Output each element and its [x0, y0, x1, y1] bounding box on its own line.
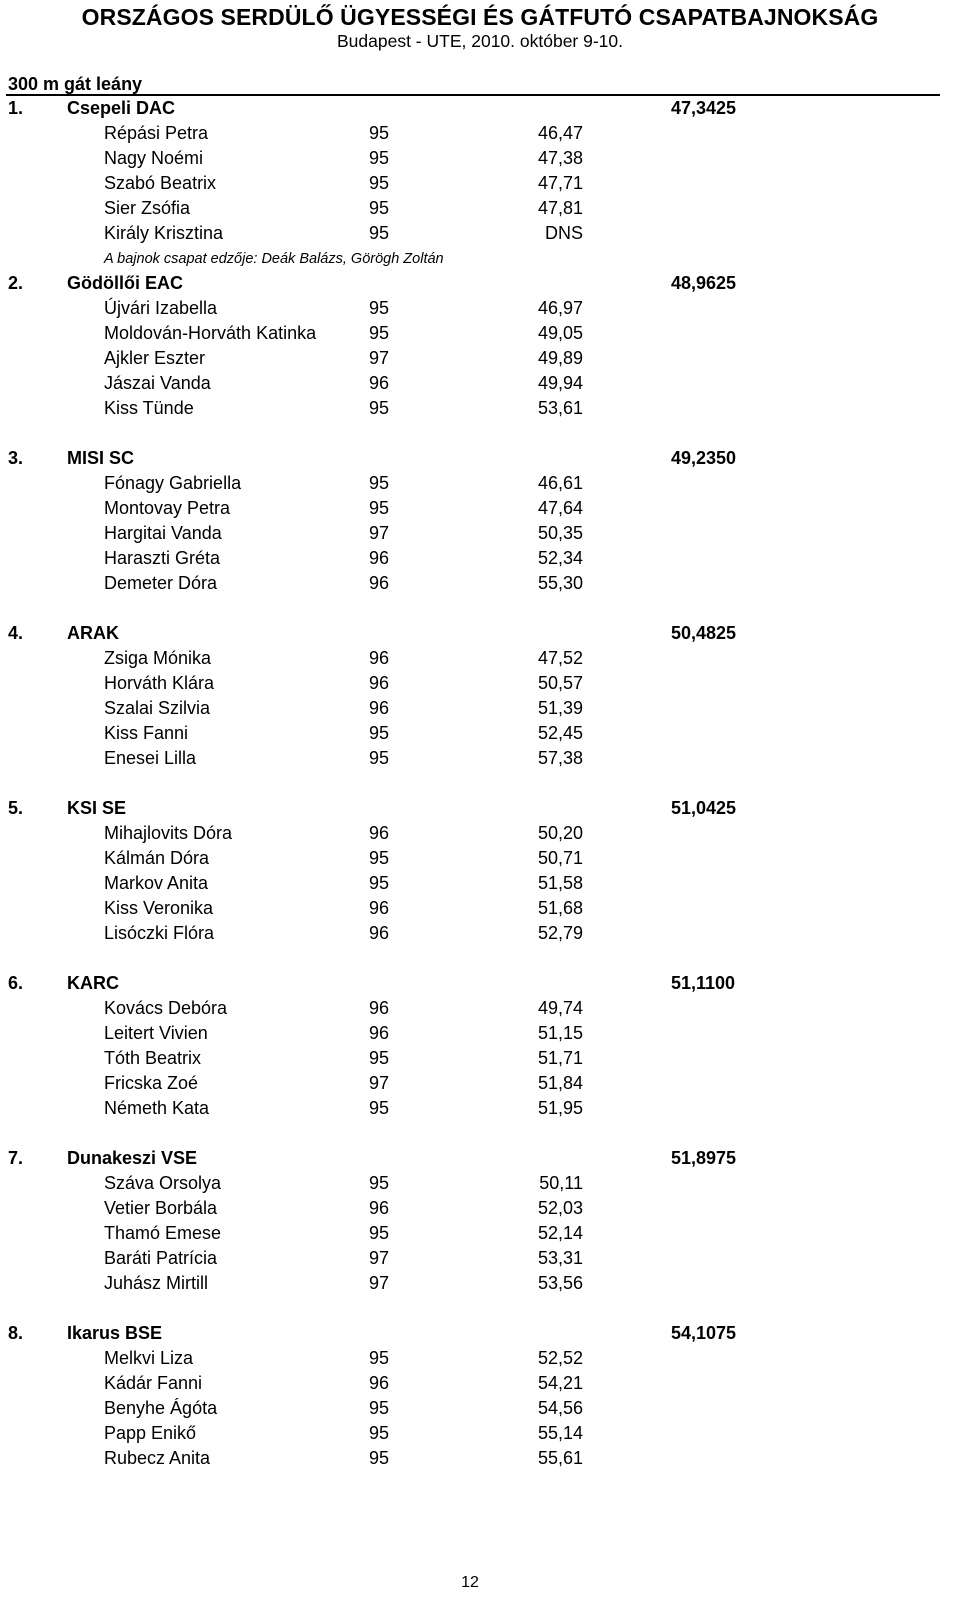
athlete-birth-year: 95: [369, 873, 390, 893]
athlete-time: 50,57: [537, 673, 583, 693]
athlete-time: 51,84: [537, 1073, 583, 1093]
athlete-birth-year: 95: [369, 323, 390, 343]
team-score: 48,9625: [671, 273, 737, 293]
athlete-birth-year: 96: [369, 373, 390, 393]
athlete-time: 50,11: [539, 1173, 583, 1193]
athlete-name: Kálmán Dóra: [104, 848, 210, 868]
athlete-time: 49,74: [537, 998, 583, 1018]
athlete-time: 50,71: [537, 848, 583, 868]
athlete-birth-year: 95: [369, 298, 390, 318]
athlete-time: 51,71: [537, 1048, 583, 1068]
athlete-name: Ajkler Eszter: [104, 348, 206, 368]
team-score: 51,1100: [671, 973, 736, 993]
athlete-birth-year: 97: [369, 523, 390, 543]
athlete-name: Sier Zsófia: [104, 198, 191, 218]
team-name: KSI SE: [67, 798, 127, 818]
athlete-time: 50,20: [537, 823, 583, 843]
team-score: 50,4825: [671, 623, 737, 643]
athlete-time: 52,03: [537, 1198, 583, 1218]
athlete-name: Király Krisztina: [104, 223, 224, 243]
athlete-time: 52,79: [537, 923, 583, 943]
team-rank: 7.: [8, 1148, 24, 1168]
team-block: [0, 271, 960, 446]
athlete-birth-year: 95: [369, 148, 390, 168]
athlete-birth-year: 95: [369, 1223, 390, 1243]
athlete-time: 51,39: [537, 698, 583, 718]
athlete-time: 52,14: [537, 1223, 583, 1243]
athlete-time: 54,21: [537, 1373, 583, 1393]
athlete-time: 52,45: [537, 723, 583, 743]
athlete-time: 49,89: [537, 348, 583, 368]
athlete-name: Papp Enikő: [104, 1423, 197, 1443]
athlete-time: 47,81: [537, 198, 583, 218]
athlete-time: 54,56: [537, 1398, 583, 1418]
document-header: [0, 4, 960, 52]
athlete-name: Rubecz Anita: [104, 1448, 211, 1468]
athlete-name: Répási Petra: [104, 123, 209, 143]
coach-note: A bajnok csapat edzője: Deák Balázs, Görögh Zoltán: [104, 251, 444, 267]
athlete-time: 46,97: [537, 298, 583, 318]
athlete-time: 47,38: [537, 148, 583, 168]
athlete-birth-year: 95: [369, 398, 390, 418]
athlete-birth-year: 96: [369, 698, 390, 718]
athlete-time: 51,95: [537, 1098, 583, 1118]
team-name: ARAK: [67, 623, 119, 643]
athlete-birth-year: 95: [369, 1048, 390, 1068]
athlete-name: Száva Orsolya: [104, 1173, 222, 1193]
team-name: Ikarus BSE: [67, 1323, 163, 1343]
athlete-birth-year: 95: [369, 223, 390, 243]
team-rank: 8.: [8, 1323, 24, 1343]
athlete-time: 53,61: [537, 398, 583, 418]
athlete-name: Kádár Fanni: [104, 1373, 203, 1393]
team-rank: 1.: [8, 98, 24, 118]
athlete-name: Benyhe Ágóta: [104, 1398, 218, 1418]
team-name: KARC: [67, 973, 119, 993]
team-block: [0, 1321, 960, 1496]
athlete-birth-year: 96: [369, 548, 390, 568]
athlete-name: Juhász Mirtill: [104, 1273, 209, 1293]
team-rank: 6.: [8, 973, 24, 993]
page-number: 12: [461, 1574, 479, 1591]
athlete-birth-year: 95: [369, 748, 390, 768]
athlete-birth-year: 96: [369, 673, 390, 693]
athlete-birth-year: 96: [369, 1023, 390, 1043]
athlete-birth-year: 95: [369, 1098, 390, 1118]
athlete-time: 46,61: [537, 473, 583, 493]
team-block: [0, 621, 960, 796]
athlete-birth-year: 96: [369, 1373, 390, 1393]
athlete-birth-year: 95: [369, 1398, 390, 1418]
team-rank: 4.: [8, 623, 24, 643]
team-score: 54,1075: [671, 1323, 737, 1343]
athlete-birth-year: 97: [369, 348, 390, 368]
athlete-name: Kiss Fanni: [104, 723, 189, 743]
team-rank: 3.: [8, 448, 24, 468]
team-block: [0, 971, 960, 1146]
athlete-birth-year: 95: [369, 1173, 390, 1193]
athlete-name: Horváth Klára: [104, 673, 215, 693]
athlete-birth-year: 95: [369, 848, 390, 868]
athlete-birth-year: 95: [369, 1448, 390, 1468]
results-list: [0, 96, 960, 1496]
athlete-name: Mihajlovits Dóra: [104, 823, 233, 843]
athlete-time: 53,31: [537, 1248, 583, 1268]
athlete-name: Vetier Borbála: [104, 1198, 218, 1218]
athlete-birth-year: 95: [369, 173, 390, 193]
athlete-name: Baráti Patrícia: [104, 1248, 218, 1268]
team-rank: 5.: [8, 798, 24, 818]
athlete-birth-year: 96: [369, 573, 390, 593]
athlete-name: Fónagy Gabriella: [104, 473, 242, 493]
team-name: Dunakeszi VSE: [67, 1148, 198, 1168]
athlete-birth-year: 95: [369, 498, 390, 518]
athlete-name: Kiss Tünde: [104, 398, 194, 418]
team-block: [0, 1146, 960, 1321]
athlete-name: Németh Kata: [104, 1098, 210, 1118]
athlete-name: Kiss Veronika: [104, 898, 214, 918]
athlete-birth-year: 95: [369, 723, 390, 743]
athlete-time: 53,56: [537, 1273, 583, 1293]
athlete-name: Melkvi Liza: [104, 1348, 194, 1368]
team-name: Csepeli DAC: [67, 98, 176, 118]
athlete-time: 47,52: [537, 648, 583, 668]
athlete-time: 55,14: [537, 1423, 583, 1443]
athlete-time: 51,68: [537, 898, 583, 918]
athlete-name: Hargitai Vanda: [104, 523, 222, 543]
athlete-name: Demeter Dóra: [104, 573, 218, 593]
athlete-birth-year: 97: [369, 1248, 390, 1268]
athlete-name: Fricska Zoé: [104, 1073, 199, 1093]
athlete-name: Tóth Beatrix: [104, 1048, 202, 1068]
athlete-time: 52,34: [537, 548, 583, 568]
athlete-name: Nagy Noémi: [104, 148, 204, 168]
team-rank: 2.: [8, 273, 24, 293]
team-block: [0, 446, 960, 621]
team-block: [0, 796, 960, 971]
athlete-birth-year: 96: [369, 823, 390, 843]
venue-date: Budapest - UTE, 2010. október 9-10.: [337, 31, 623, 51]
team-block: [0, 96, 960, 271]
athlete-birth-year: 95: [369, 1423, 390, 1443]
athlete-name: Jászai Vanda: [104, 373, 211, 393]
athlete-birth-year: 95: [369, 198, 390, 218]
athlete-birth-year: 96: [369, 923, 390, 943]
athlete-time: 47,71: [537, 173, 583, 193]
championship-title: ORSZÁGOS SERDÜLŐ ÜGYESSÉGI ÉS GÁTFUTÓ CSAPATBAJNOKSÁG: [81, 4, 879, 30]
team-score: 51,0425: [671, 798, 737, 818]
athlete-name: Szalai Szilvia: [104, 698, 211, 718]
athlete-time: 55,30: [537, 573, 583, 593]
athlete-time: 46,47: [537, 123, 583, 143]
athlete-birth-year: 97: [369, 1073, 390, 1093]
athlete-name: Haraszti Gréta: [104, 548, 221, 568]
athlete-name: Lisóczki Flóra: [104, 923, 215, 943]
athlete-time: 52,52: [537, 1348, 583, 1368]
athlete-time: 49,05: [537, 323, 583, 343]
athlete-name: Enesei Lilla: [104, 748, 197, 768]
team-name: MISI SC: [67, 448, 135, 468]
athlete-birth-year: 96: [369, 648, 390, 668]
team-name: Gödöllői EAC: [67, 273, 183, 293]
athlete-birth-year: 95: [369, 473, 390, 493]
team-score: 47,3425: [671, 98, 737, 118]
athlete-name: Leitert Vivien: [104, 1023, 208, 1043]
athlete-time: 50,35: [537, 523, 583, 543]
athlete-time: 49,94: [537, 373, 583, 393]
athlete-birth-year: 96: [369, 998, 390, 1018]
athlete-birth-year: 95: [369, 1348, 390, 1368]
athlete-name: Thamó Emese: [104, 1223, 222, 1243]
athlete-name: Zsiga Mónika: [104, 648, 212, 668]
athlete-name: Szabó Beatrix: [104, 173, 217, 193]
athlete-time: DNS: [544, 223, 583, 243]
athlete-time: 51,15: [537, 1023, 583, 1043]
athlete-name: Moldován-Horváth Katinka: [104, 323, 317, 343]
athlete-birth-year: 96: [369, 1198, 390, 1218]
athlete-time: 55,61: [537, 1448, 583, 1468]
athlete-name: Újvári Izabella: [104, 298, 218, 318]
athlete-time: 51,58: [537, 873, 583, 893]
event-title: 300 m gát leány: [8, 74, 143, 94]
team-score: 51,8975: [671, 1148, 737, 1168]
athlete-name: Montovay Petra: [104, 498, 231, 518]
athlete-time: 47,64: [537, 498, 583, 518]
athlete-birth-year: 97: [369, 1273, 390, 1293]
athlete-time: 57,38: [537, 748, 583, 768]
athlete-birth-year: 96: [369, 898, 390, 918]
athlete-birth-year: 95: [369, 123, 390, 143]
athlete-name: Markov Anita: [104, 873, 209, 893]
athlete-name: Kovács Debóra: [104, 998, 228, 1018]
team-score: 49,2350: [671, 448, 737, 468]
